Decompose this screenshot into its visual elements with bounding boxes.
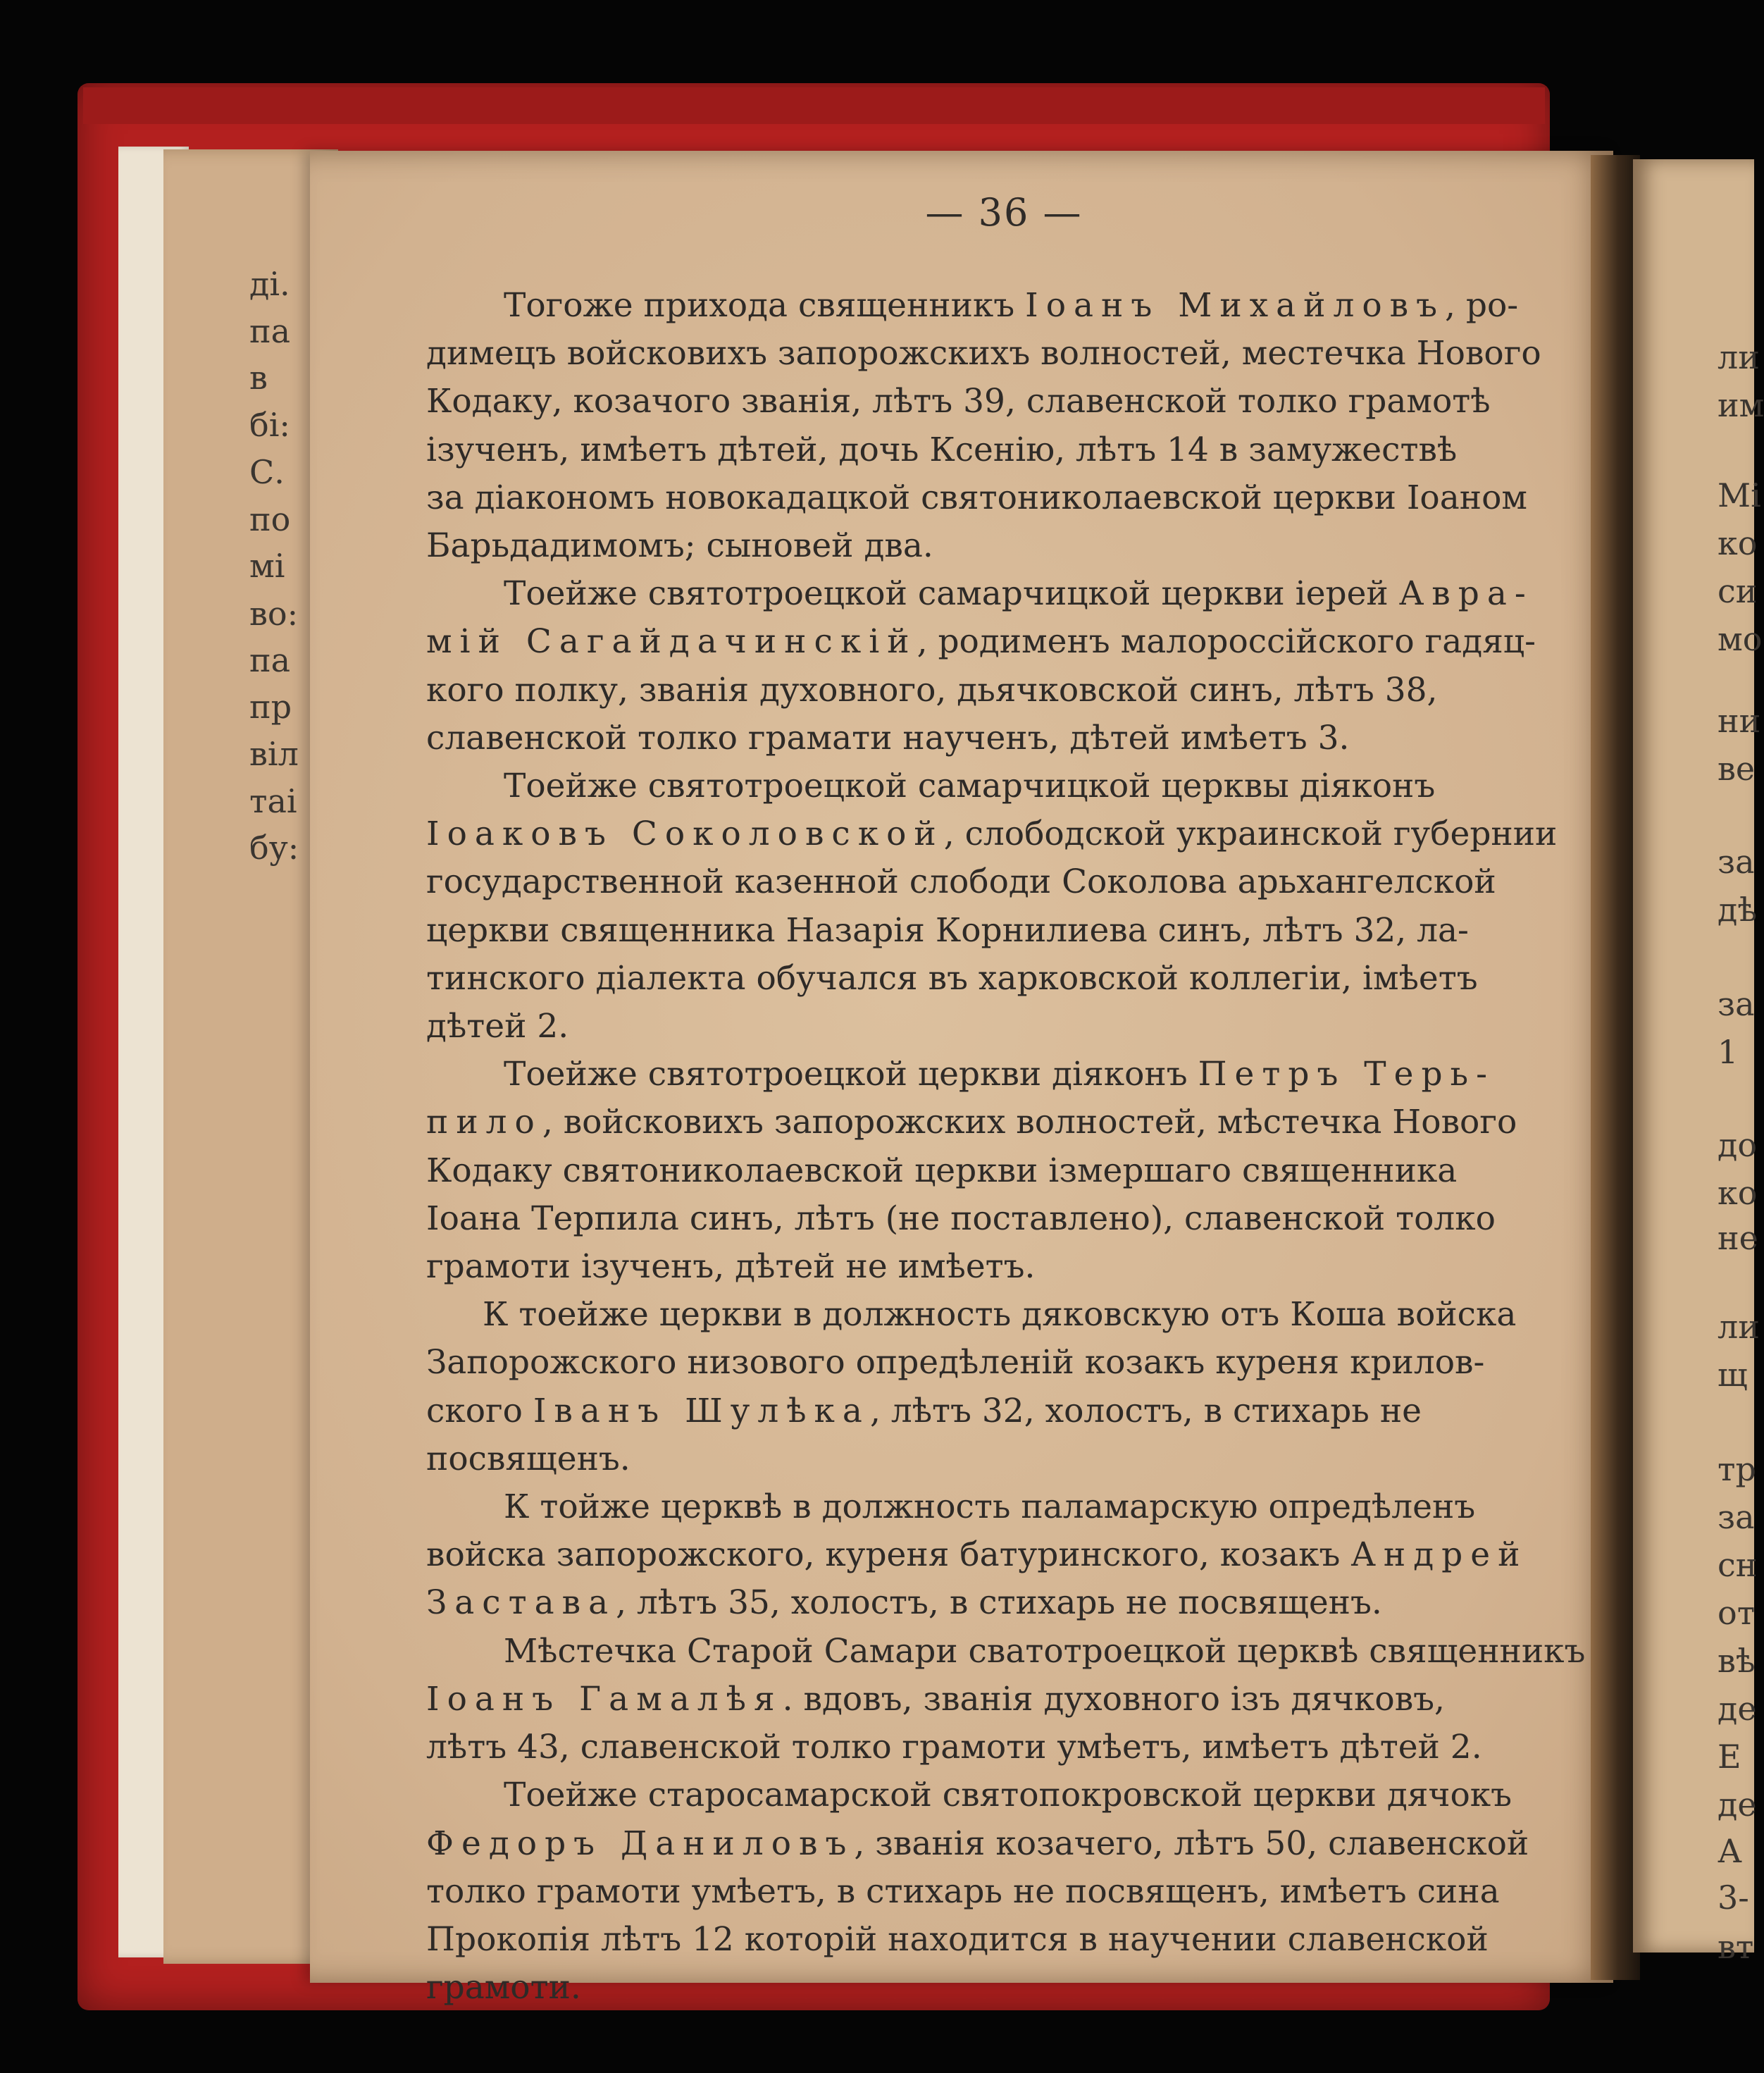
margin-fragment: ко [1718, 1174, 1758, 1212]
text-line: Застава, лѣтъ 35, холостъ, в стихарь не посвященъ. [426, 1583, 1382, 1623]
text-line: Кодаку святониколаевской церкви ізмершаго священника [426, 1151, 1458, 1190]
margin-fragment: па [249, 641, 291, 679]
text-line: Кодаку, козачого званія, лѣтъ 39, славенской толко грамотѣ [426, 382, 1491, 421]
text-line: Іоанъ Гамалѣя. вдовъ, званія духовного ізъ дячковъ, [426, 1679, 1445, 1719]
margin-fragment: дѣ [1718, 891, 1758, 929]
spaced-name: Іоанъ Михайловъ [1025, 286, 1446, 325]
margin-fragment: не [1718, 1219, 1758, 1257]
margin-fragment: сн [1718, 1546, 1758, 1584]
text-line: пило, войсковихъ запорожских волностей, мѣстечка Нового [426, 1103, 1517, 1142]
margin-fragment: А [1718, 1832, 1742, 1870]
spaced-name: Петръ Терь- [1198, 1055, 1496, 1094]
margin-fragment: щ [1718, 1356, 1748, 1394]
text-line: грамоти ізученъ, дѣтей не имѣетъ. [426, 1247, 1036, 1287]
text-line: толко грамоти умѣетъ, в стихарь не посвященъ, имѣетъ сина [426, 1871, 1500, 1911]
margin-fragment: ко [1718, 524, 1758, 562]
text-line: Барьдадимомъ; сыновей два. [426, 526, 933, 566]
cover-top-edge [83, 87, 1545, 124]
margin-fragment: тр [1718, 1450, 1756, 1488]
margin-fragment: за [1718, 985, 1755, 1023]
body-text [426, 282, 1596, 2012]
spaced-name: Авра- [1398, 574, 1534, 614]
margin-fragment: таі [249, 782, 297, 820]
margin-fragment: ли [1718, 1308, 1760, 1346]
text-line: войска запорожского, куреня батуринского, козакъ Андрей [426, 1535, 1528, 1575]
margin-fragment: мо [1718, 620, 1763, 658]
text-line: Федоръ Даниловъ, званія козачего, лѣтъ 50, славенской [426, 1824, 1529, 1863]
spaced-name: пило [426, 1103, 542, 1142]
margin-fragment: Е [1718, 1738, 1741, 1776]
text-line: кого полку, званія духовного, дьячковской синъ, лѣтъ 38, [426, 670, 1438, 710]
text-line: К тойже церквѣ в должность паламарскую опредѣленъ [504, 1487, 1476, 1527]
margin-fragment: вт [1718, 1928, 1754, 1966]
margin-fragment: де [1718, 1786, 1757, 1824]
next-page [1633, 159, 1764, 1966]
margin-fragment: ли [1718, 338, 1760, 376]
margin-fragment: си [1718, 572, 1758, 610]
text-line: димецъ войсковихъ запорожскихъ волностей, местечка Нового [426, 334, 1541, 373]
page-number: — 36 — [925, 190, 1083, 235]
margin-fragment: вѣ [1718, 1642, 1756, 1680]
text-line: мій Сагайдачинскій, родименъ малороссійского гадяц- [426, 622, 1536, 662]
text-line: тинского діалекта обучался въ харковской коллегіи, імѣетъ [426, 958, 1478, 998]
margin-fragment: им [1718, 386, 1764, 424]
text-line: дѣтей 2. [426, 1007, 569, 1046]
text-line: за діакономъ новокадацкой святониколаевской церкви Іоаном [426, 478, 1527, 517]
margin-fragment: бі: [249, 406, 290, 444]
margin-fragment: С. [249, 453, 285, 491]
text-line: Прокопія лѣтъ 12 которій находится в научении славенской [426, 1919, 1489, 1959]
margin-fragment: во: [249, 595, 299, 633]
text-line: Іоаковъ Соколовской, слободской украинской губернии [426, 815, 1558, 854]
margin-fragment: пр [249, 688, 292, 726]
margin-fragment: ни [1718, 702, 1761, 740]
text-line: Тоейже святотроецкой самарчицкой церкви іерей Авра- [504, 574, 1534, 614]
text-line: грамоти. [426, 1968, 581, 2007]
spaced-name: Іоанъ Гамалѣя [426, 1679, 783, 1719]
text-line: славенской толко грамати наученъ, дѣтей имѣетъ 3. [426, 718, 1350, 757]
text-line: Іоана Терпила синъ, лѣтъ (не поставлено), славенской толко [426, 1199, 1496, 1238]
margin-fragment: 3- [1718, 1879, 1749, 1917]
text-line: Тоейже святотроецкой церкви діяконъ Петръ Терь- [504, 1055, 1496, 1094]
text-line: лѣтъ 43, славенской толко грамоти умѣетъ, имѣетъ дѣтей 2. [426, 1728, 1482, 1767]
text-line: государственной казенной слободи Соколова арьхангелской [426, 862, 1496, 902]
margin-fragment: до [1718, 1126, 1758, 1164]
margin-fragment: по [249, 500, 291, 538]
margin-fragment: де [1718, 1690, 1757, 1728]
text-line: Тоейже святотроецкой самарчицкой церквы діяконъ [504, 767, 1436, 806]
spaced-name: Застава [426, 1583, 616, 1623]
text-line: Тогоже прихода священникъ Іоанъ Михайловъ, ро- [504, 286, 1519, 325]
spaced-name: мій Сагайдачинскій [426, 622, 917, 662]
text-line: К тоейже церкви в должность дяковскую отъ Коша войска [483, 1295, 1517, 1335]
margin-fragment: за [1718, 843, 1755, 881]
text-line: посвященъ. [426, 1439, 631, 1478]
spaced-name: Іоаковъ Соколовской [426, 815, 944, 854]
spaced-name: Іванъ Шулѣка [533, 1391, 870, 1430]
margin-fragment: за [1718, 1498, 1755, 1536]
margin-fragment: бу: [249, 829, 299, 867]
spaced-name: Федоръ Даниловъ [426, 1824, 855, 1863]
margin-fragment: от [1718, 1594, 1756, 1632]
margin-fragment: па [249, 312, 291, 350]
text-line: Тоейже старосамарской святопокровской церкви дячокъ [504, 1776, 1513, 1815]
text-line: Мѣстечка Старой Самари сватотроецкой церквѣ священникъ [504, 1631, 1586, 1671]
margin-fragment: 1 [1718, 1033, 1739, 1071]
margin-fragment: Мі [1718, 476, 1761, 514]
margin-fragment: віл [249, 735, 299, 773]
margin-fragment: ді. [249, 265, 290, 303]
spaced-name: Андрей [1350, 1535, 1528, 1575]
text-line: ізученъ, имѣетъ дѣтей, дочь Ксенію, лѣтъ 14 в замужествѣ [426, 430, 1458, 469]
margin-fragment: мі [249, 547, 285, 585]
text-line: ского Іванъ Шулѣка, лѣтъ 32, холостъ, в стихарь не [426, 1391, 1422, 1430]
margin-fragment: в [249, 359, 268, 397]
margin-fragment: ве [1718, 750, 1756, 788]
text-line: Запорожского низового опредѣленій козакъ куреня крилов- [426, 1343, 1485, 1382]
text-line: церкви священника Назарія Корнилиева синъ, лѣтъ 32, ла- [426, 910, 1469, 950]
